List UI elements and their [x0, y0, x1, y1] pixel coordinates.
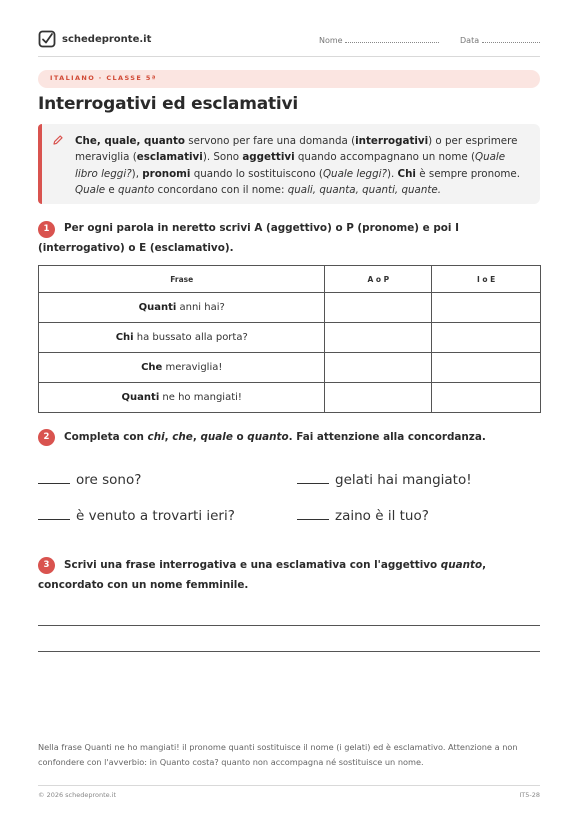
sentence-cell: Quanti ne ho mangiati!: [39, 383, 325, 413]
copyright: © 2026 schedepronte.it: [38, 791, 117, 799]
exercise-2-number: 2: [38, 429, 55, 446]
info-text: Che, quale, quanto servono per fare una domanda (interrogativi) o per esprimere meraviglia (esclamativi). Sono aggettivi quando accompagnano un nome (Quale libro leggi?), pronomi quando lo sostituiscono (Quale leggi?). Chi è sempre pronome. Quale e quanto concordano con il nome: quali, quanta, quanti, quante.: [75, 135, 521, 197]
fill-item: gelati hai mangiato!: [297, 472, 472, 488]
table-row: [39, 383, 541, 413]
name-label: Nome: [319, 36, 343, 45]
fill-item: zaino è il tuo?: [297, 508, 429, 524]
writing-line[interactable]: [38, 625, 540, 626]
sentence-cell: Chi ha bussato alla porta?: [39, 323, 325, 353]
answer-cell-i-o-e[interactable]: [432, 293, 541, 323]
column-header-a-o-p: A o P: [325, 266, 432, 293]
exercise-2-text: Completa con chi, che, quale o quanto. Fai attenzione alla concordanza.: [64, 431, 486, 443]
footer-divider: [38, 785, 540, 786]
table-row: [39, 353, 541, 383]
date-field[interactable]: [460, 36, 540, 45]
exercise-1-number: 1: [38, 221, 55, 238]
page-title: Interrogativi ed esclamativi: [38, 94, 299, 114]
fill-item: ore sono?: [38, 472, 141, 488]
sentence-cell: Che meraviglia!: [39, 353, 325, 383]
sheet-code: IT5-28: [519, 791, 540, 799]
exercise-3-number: 3: [38, 557, 55, 574]
brand-name: schedepronte.it: [62, 34, 152, 45]
info-accent-bar: [38, 124, 42, 204]
checkbox-logo-icon: [38, 30, 56, 48]
exercise-1-text: Per ogni parola in neretto scrivi A (aggettivo) o P (pronome) e poi I (interrogativo) o E (esclamativo).: [38, 222, 459, 254]
fill-blank[interactable]: [38, 509, 70, 520]
footnote: Nella frase Quanti ne ho mangiati! il pronome quanti sostituisce il nome (i gelati) ed è esclamativo. Attenzione a non confondere con l'avverbio: in Quanto costa? quanto non accompagna né sostituisce un nome.: [38, 742, 518, 767]
fill-blank[interactable]: [297, 473, 329, 484]
answer-cell-i-o-e[interactable]: [432, 323, 541, 353]
fill-item: è venuto a trovarti ieri?: [38, 508, 235, 524]
table-header-row: [39, 266, 541, 293]
name-field[interactable]: [319, 36, 439, 45]
name-line: [345, 36, 439, 43]
date-label: Data: [460, 36, 480, 45]
answer-cell-i-o-e[interactable]: [432, 383, 541, 413]
column-header-frase: Frase: [39, 266, 325, 293]
sentence-cell: Quanti anni hai?: [39, 293, 325, 323]
date-line: [482, 36, 540, 43]
column-header-i-o-e: I o E: [432, 266, 541, 293]
exercise-3-text: Scrivi una frase interrogativa e una esclamativa con l'aggettivo quanto, concordato con un nome femminile.: [38, 559, 487, 591]
table-row: [39, 323, 541, 353]
fill-blank[interactable]: [297, 509, 329, 520]
table-row: [39, 293, 541, 323]
pencil-icon: [52, 134, 64, 146]
answer-cell-i-o-e[interactable]: [432, 353, 541, 383]
header-divider: [38, 56, 540, 57]
answer-cell-a-o-p[interactable]: [325, 353, 432, 383]
answer-cell-a-o-p[interactable]: [325, 293, 432, 323]
fill-blank[interactable]: [38, 473, 70, 484]
subject-label: ITALIANO · CLASSE 5ª: [50, 74, 157, 82]
answer-cell-a-o-p[interactable]: [325, 383, 432, 413]
answer-cell-a-o-p[interactable]: [325, 323, 432, 353]
writing-line[interactable]: [38, 651, 540, 652]
exercise-1-table: [38, 265, 541, 413]
